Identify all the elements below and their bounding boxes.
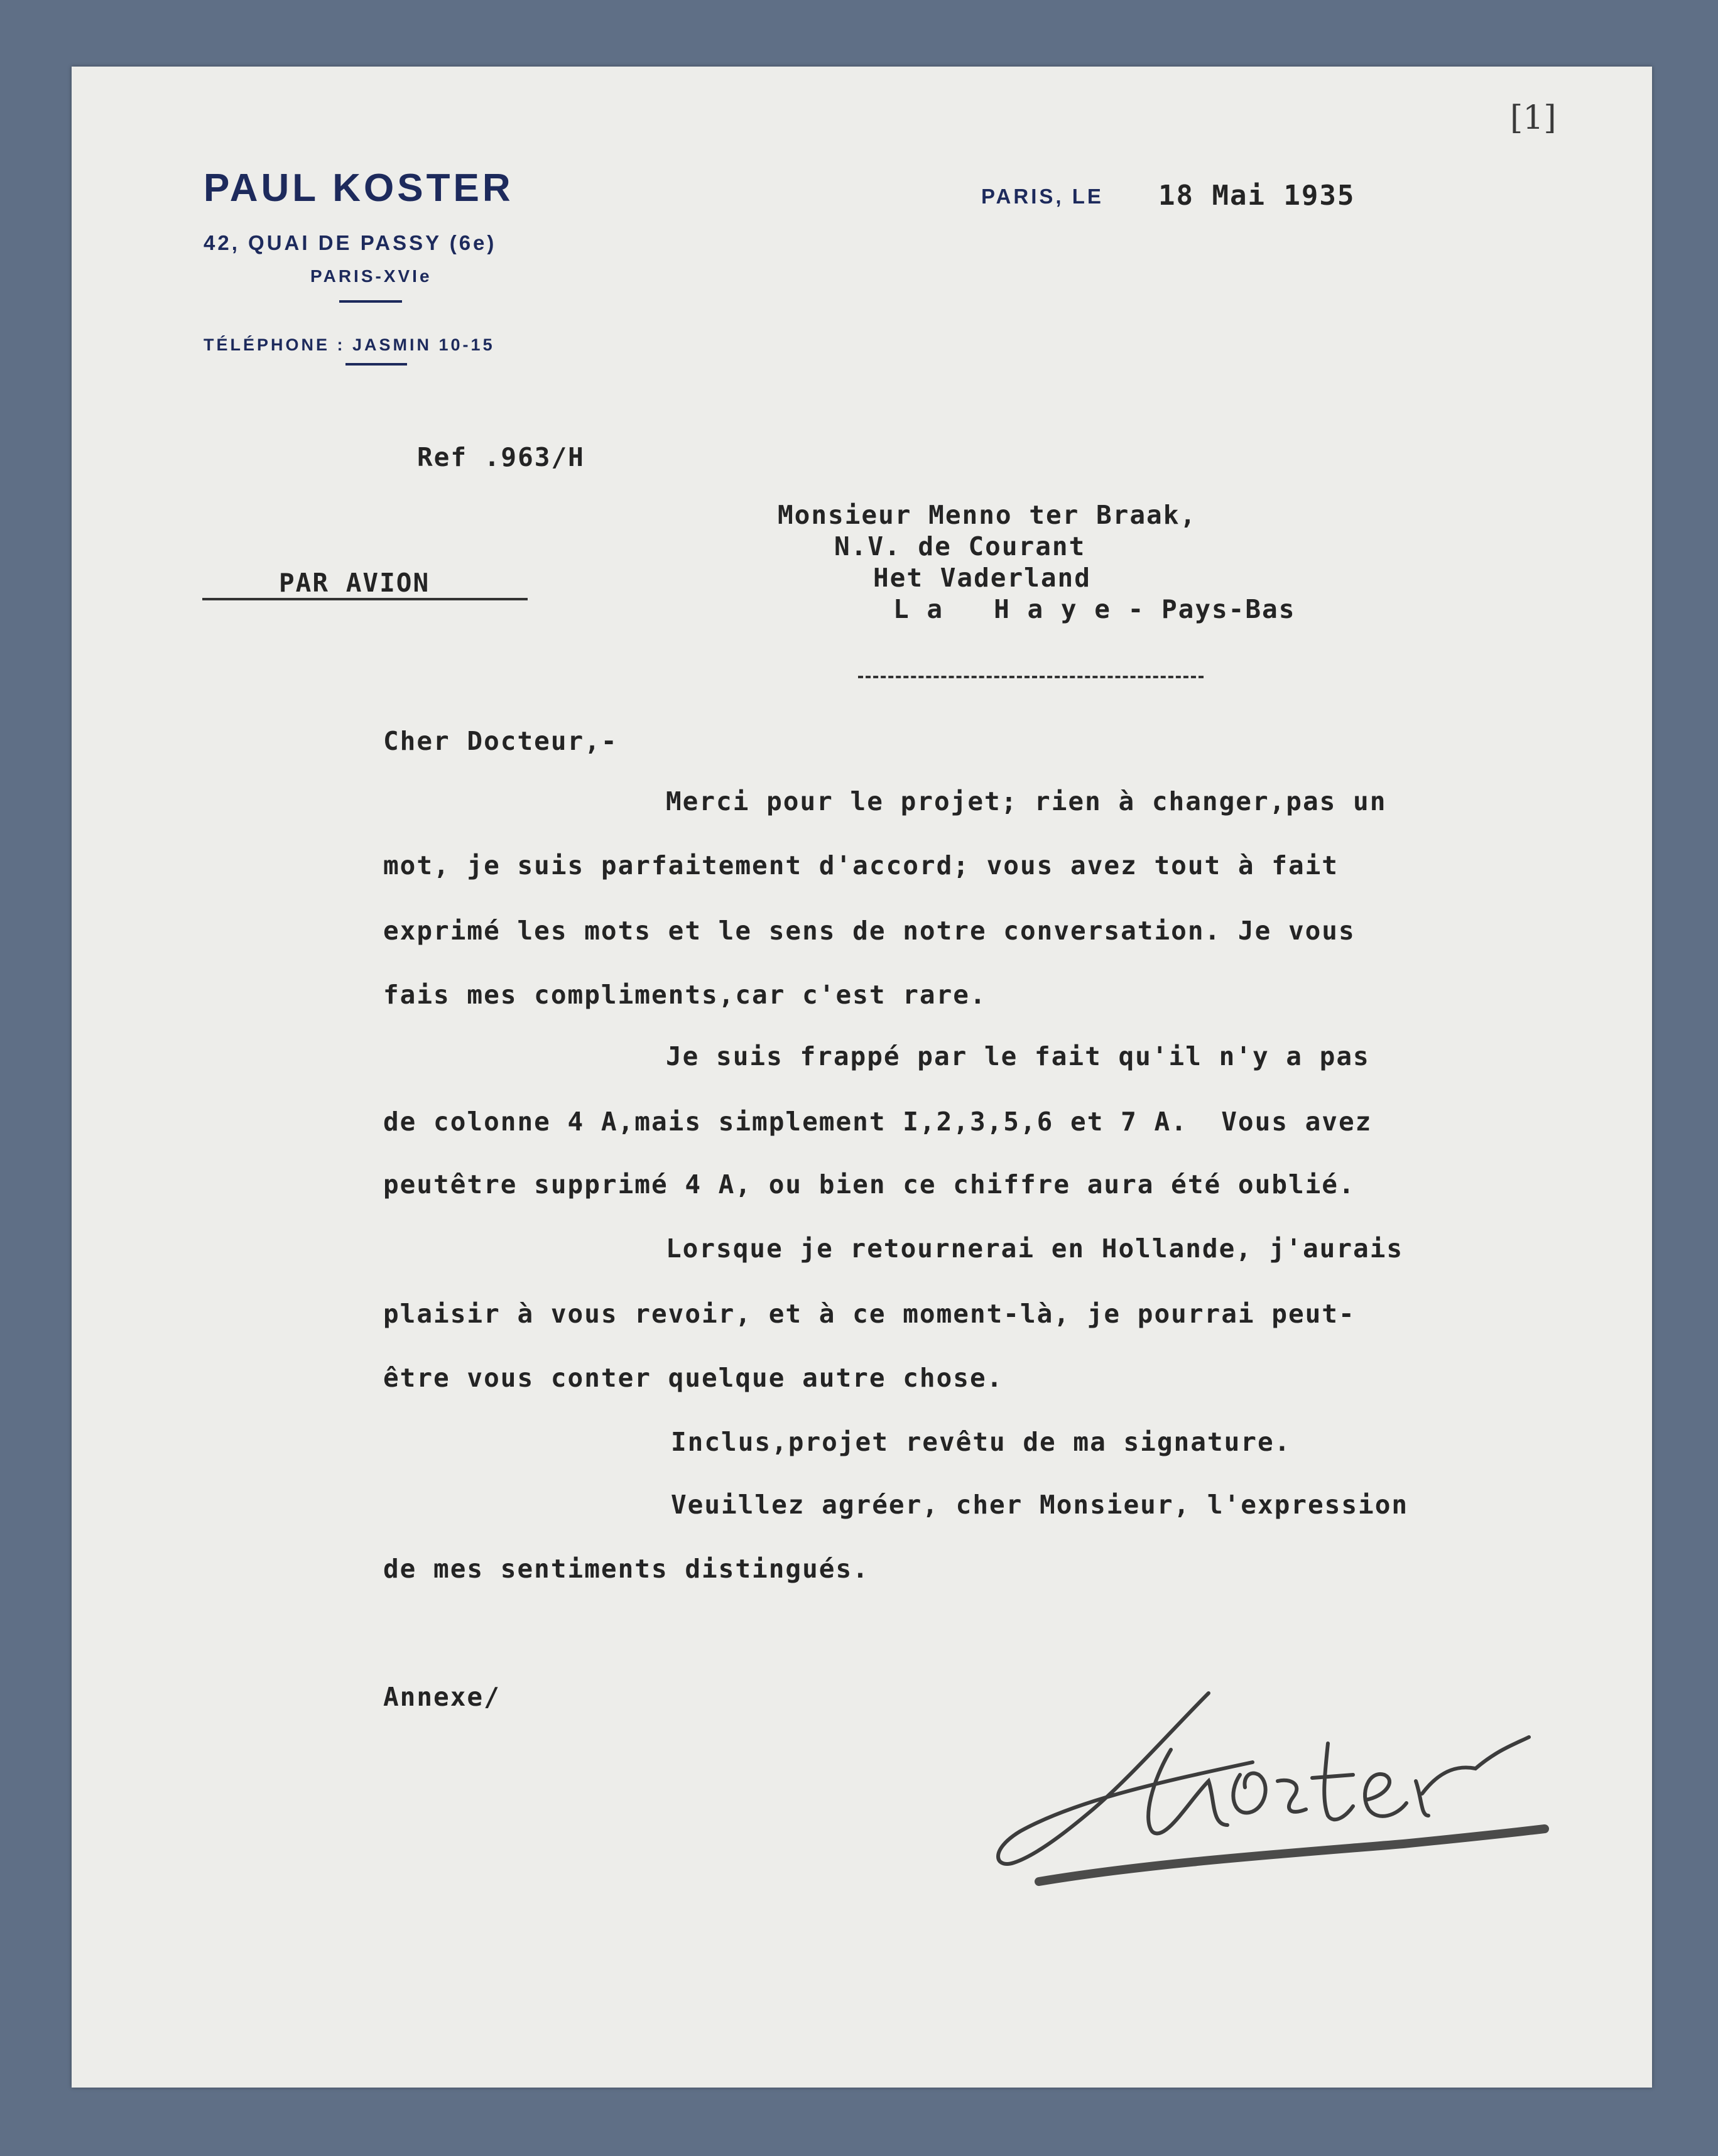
body-line: de colonne 4 A,mais simplement I,2,3,5,6 et 7 A. Vous avez (383, 1107, 1373, 1137)
dateline-label: PARIS, LE (981, 185, 1104, 208)
recipient-line-2: N.V. de Courant (834, 531, 1086, 561)
salutation: Cher Docteur,- (383, 726, 618, 756)
letterhead-telephone: TÉLÉPHONE : JASMIN 10-15 (204, 335, 495, 354)
body-line: Je suis frappé par le fait qu'il n'y a pas (666, 1041, 1370, 1071)
body-line: mot, je suis parfaitement d'accord; vous avez tout à fait (383, 850, 1339, 880)
letterhead-name: PAUL KOSTER (204, 166, 514, 210)
recipient-line-1: Monsieur Menno ter Braak, (778, 500, 1197, 530)
handwritten-signature (964, 1674, 1592, 1900)
letterhead-rule-top (339, 300, 402, 303)
letter-date: 18 Mai 1935 (1158, 180, 1356, 212)
letterhead-address: 42, QUAI DE PASSY (6e) (204, 231, 497, 254)
address-dashed-rule (858, 676, 1204, 678)
body-line: Inclus,projet revêtu de ma signature. (671, 1427, 1291, 1457)
body-line: plaisir à vous revoir, et à ce moment-là, je pourrai peut- (383, 1299, 1356, 1329)
delivery-underline (202, 598, 528, 600)
body-line: exprimé les mots et le sens de notre conversation. Je vous (383, 916, 1356, 946)
body-line: être vous conter quelque autre chose. (383, 1363, 1004, 1393)
body-line: peutêtre supprimé 4 A, ou bien ce chiffre aura été oublié. (383, 1169, 1356, 1200)
letterhead-rule-bottom (345, 363, 407, 366)
delivery-method: PAR AVION (279, 568, 430, 598)
recipient-line-3: Het Vaderland (873, 563, 1091, 593)
recipient-line-4: L a H a y e - Pays-Bas (893, 594, 1296, 624)
letterhead-city: PARIS-XVIe (310, 266, 432, 286)
body-line: Lorsque je retournerai en Hollande, j'aurais (666, 1233, 1404, 1264)
body-line: fais mes compliments,car c'est rare. (383, 980, 987, 1010)
body-line: Merci pour le projet; rien à changer,pas un (666, 786, 1387, 816)
archive-number: [1] (1510, 99, 1557, 137)
body-line: Veuillez agréer, cher Monsieur, l'expression (671, 1490, 1409, 1520)
body-line: de mes sentiments distingués. (383, 1554, 869, 1584)
letter-sheet (72, 67, 1652, 2088)
reference: Ref .963/H (417, 442, 585, 472)
enclosure: Annexe/ (383, 1682, 501, 1712)
